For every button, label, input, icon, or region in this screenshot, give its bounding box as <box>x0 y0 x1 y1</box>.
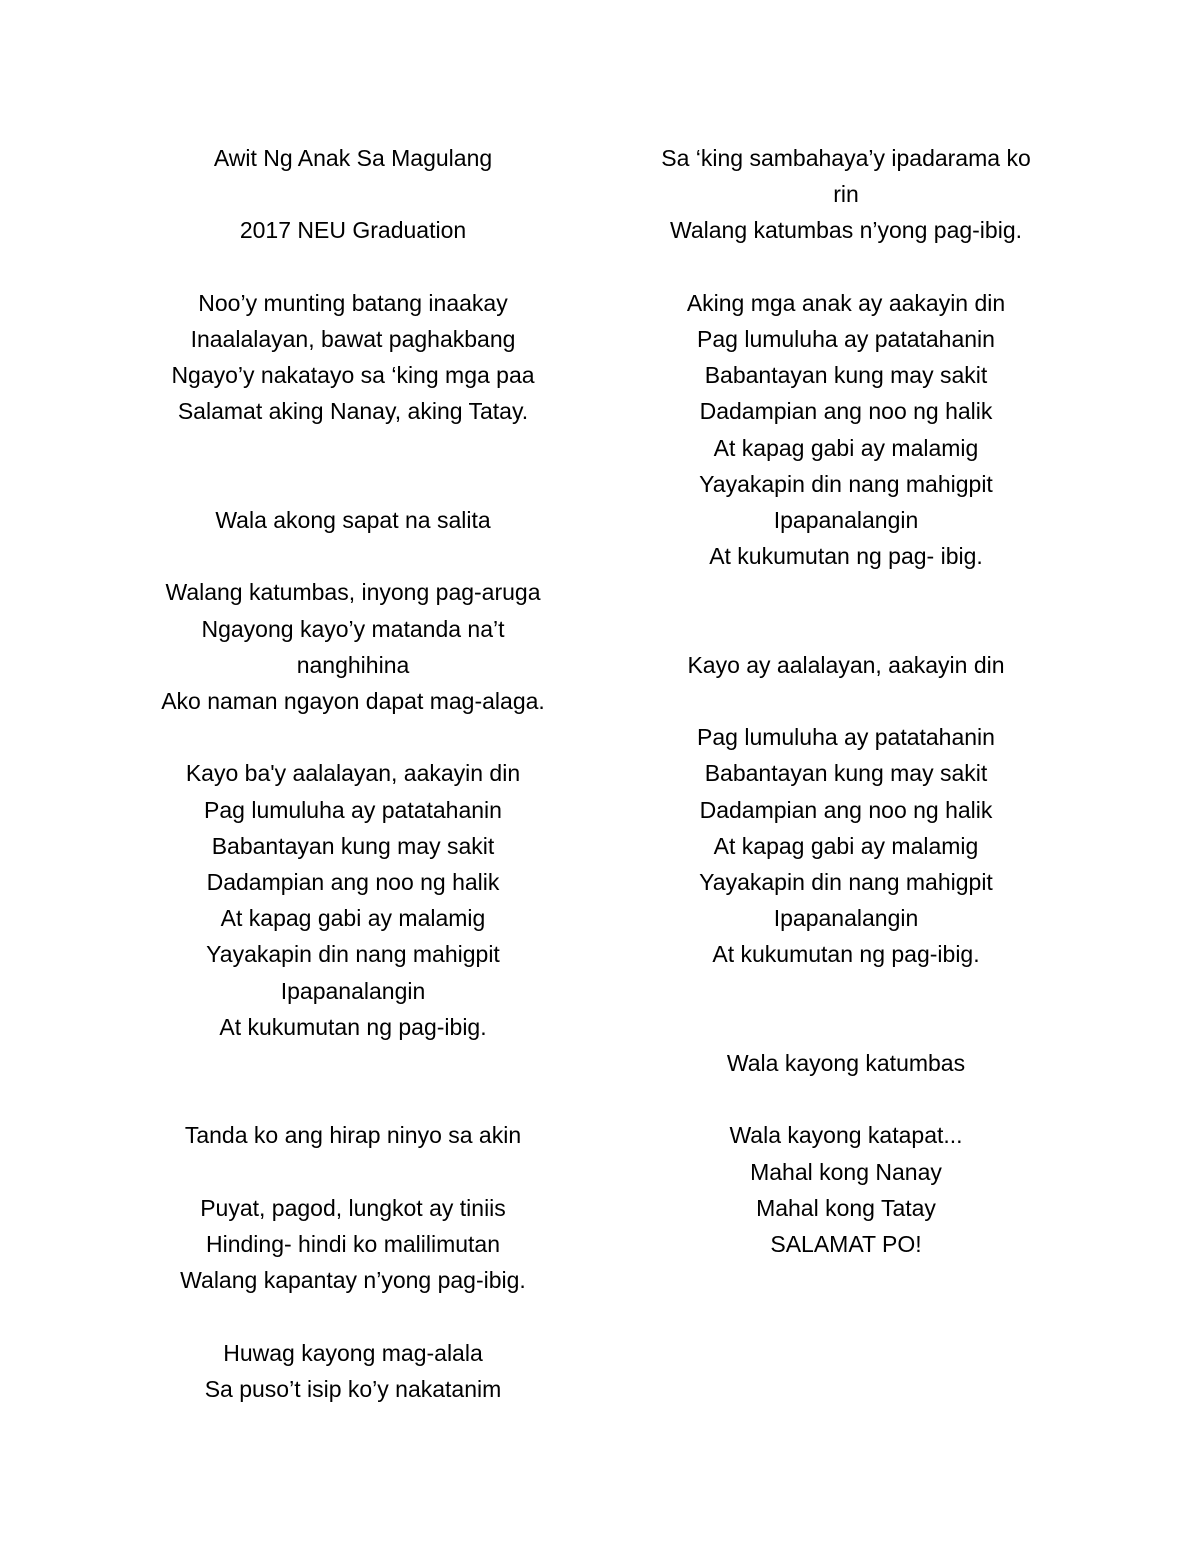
lyric-line: Inaalalayan, bawat paghakbang <box>190 325 516 352</box>
lyric-line: Ako naman ngayon dapat mag-alaga. <box>161 687 545 714</box>
lyric-line: Awit Ng Anak Sa Magulang <box>213 145 493 171</box>
lyric-line: Dadampian ang noo ng halik <box>699 398 993 425</box>
lyric-line: Salamat aking Nanay, aking Tatay. <box>177 398 529 425</box>
lyric-line: Wala kayong katapat... <box>729 1122 963 1149</box>
blank-line <box>611 249 1081 285</box>
blank-line <box>118 719 588 755</box>
lyric-line: 2017 NEU Graduation <box>239 217 467 244</box>
lyric-line: Ngayo’y nakatayo sa ‘king mga paa <box>171 362 535 389</box>
blank-line <box>118 249 588 285</box>
lyric-line: Ipapanalangin <box>773 507 919 534</box>
lyrics-column-right <box>611 140 1081 1262</box>
lyric-line: Ipapanalangin <box>773 905 919 932</box>
blank-line <box>611 574 1081 610</box>
lyric-line: Walang katumbas, inyong pag-aruga <box>165 579 541 606</box>
lyric-line: rin <box>833 181 859 208</box>
lyric-line: Kayo ay aalalayan, aakayin din <box>687 651 1005 678</box>
blank-line <box>118 1045 588 1081</box>
lyric-line: Yayakapin din nang mahigpit <box>699 470 993 497</box>
blank-line <box>611 973 1081 1009</box>
blank-line <box>118 1081 588 1117</box>
lyric-line: At kapag gabi ay malamig <box>713 832 979 859</box>
lyric-line: At kapag gabi ay malamig <box>713 434 979 461</box>
lyric-line: Sa puso’t isip ko’y nakatanim <box>204 1375 502 1402</box>
lyric-line: Pag lumuluha ay patatahanin <box>697 724 995 751</box>
lyric-line: Dadampian ang noo ng halik <box>206 868 500 895</box>
lyric-line: Wala kayong katumbas <box>726 1049 966 1076</box>
blank-line <box>118 1154 588 1190</box>
lyric-line: Tanda ko ang hirap ninyo sa akin <box>184 1122 522 1149</box>
lyric-line: Babantayan kung may sakit <box>211 832 495 859</box>
lyric-line: Ngayong kayo’y matanda na’t <box>201 615 505 642</box>
lyrics-column-left <box>118 140 588 1407</box>
lyric-line: Yayakapin din nang mahigpit <box>699 869 993 895</box>
blank-line <box>118 430 588 466</box>
lyric-line: Wala akong sapat na salita <box>215 506 491 533</box>
lyric-line: Pag lumuluha ay patatahanin <box>204 796 502 823</box>
lyric-line: Pag lumuluha ay patatahanin <box>697 326 995 352</box>
lyric-line: Babantayan kung may sakit <box>704 362 988 389</box>
blank-line <box>118 1298 588 1334</box>
lyric-line: At kukumutan ng pag- ibig. <box>709 543 983 570</box>
lyric-line: Kayo ba'y aalalayan, aakayin din <box>185 760 521 787</box>
lyric-line: Babantayan kung may sakit <box>704 760 988 787</box>
lyric-line: Hinding- hindi ko malilimutan <box>205 1230 501 1257</box>
blank-line <box>611 1081 1081 1117</box>
lyric-line: SALAMAT PO! <box>770 1230 922 1257</box>
lyric-line: Mahal kong Tatay <box>756 1194 936 1221</box>
lyric-line: Yayakapin din nang mahigpit <box>206 941 500 968</box>
blank-line <box>118 176 588 212</box>
lyric-line: Ipapanalangin <box>280 977 426 1004</box>
lyric-line: Noo’y munting batang inaakay <box>198 289 508 316</box>
blank-line <box>611 1009 1081 1045</box>
lyric-line: Dadampian ang noo ng halik <box>699 796 993 823</box>
lyric-line: Huwag kayong mag-alala <box>223 1339 483 1366</box>
lyric-line: At kukumutan ng pag-ibig. <box>219 1013 487 1040</box>
lyric-line: nanghihina <box>296 651 410 678</box>
blank-line <box>118 538 588 574</box>
lyric-line: Walang kapantay n’yong pag-ibig. <box>180 1267 526 1294</box>
lyric-line: At kapag gabi ay malamig <box>220 905 486 932</box>
lyric-line: Sa ‘king sambahaya’y ipadarama ko <box>661 145 1031 171</box>
lyric-line: At kukumutan ng pag-ibig. <box>712 941 980 968</box>
blank-line <box>611 611 1081 647</box>
blank-line <box>611 683 1081 719</box>
lyric-line: Puyat, pagod, lungkot ay tiniis <box>200 1194 506 1221</box>
blank-line <box>118 466 588 502</box>
lyric-line: Aking mga anak ay aakayin din <box>686 289 1006 316</box>
lyric-line: Mahal kong Nanay <box>750 1158 942 1185</box>
lyric-line: Walang katumbas n’yong pag-ibig. <box>669 217 1023 244</box>
